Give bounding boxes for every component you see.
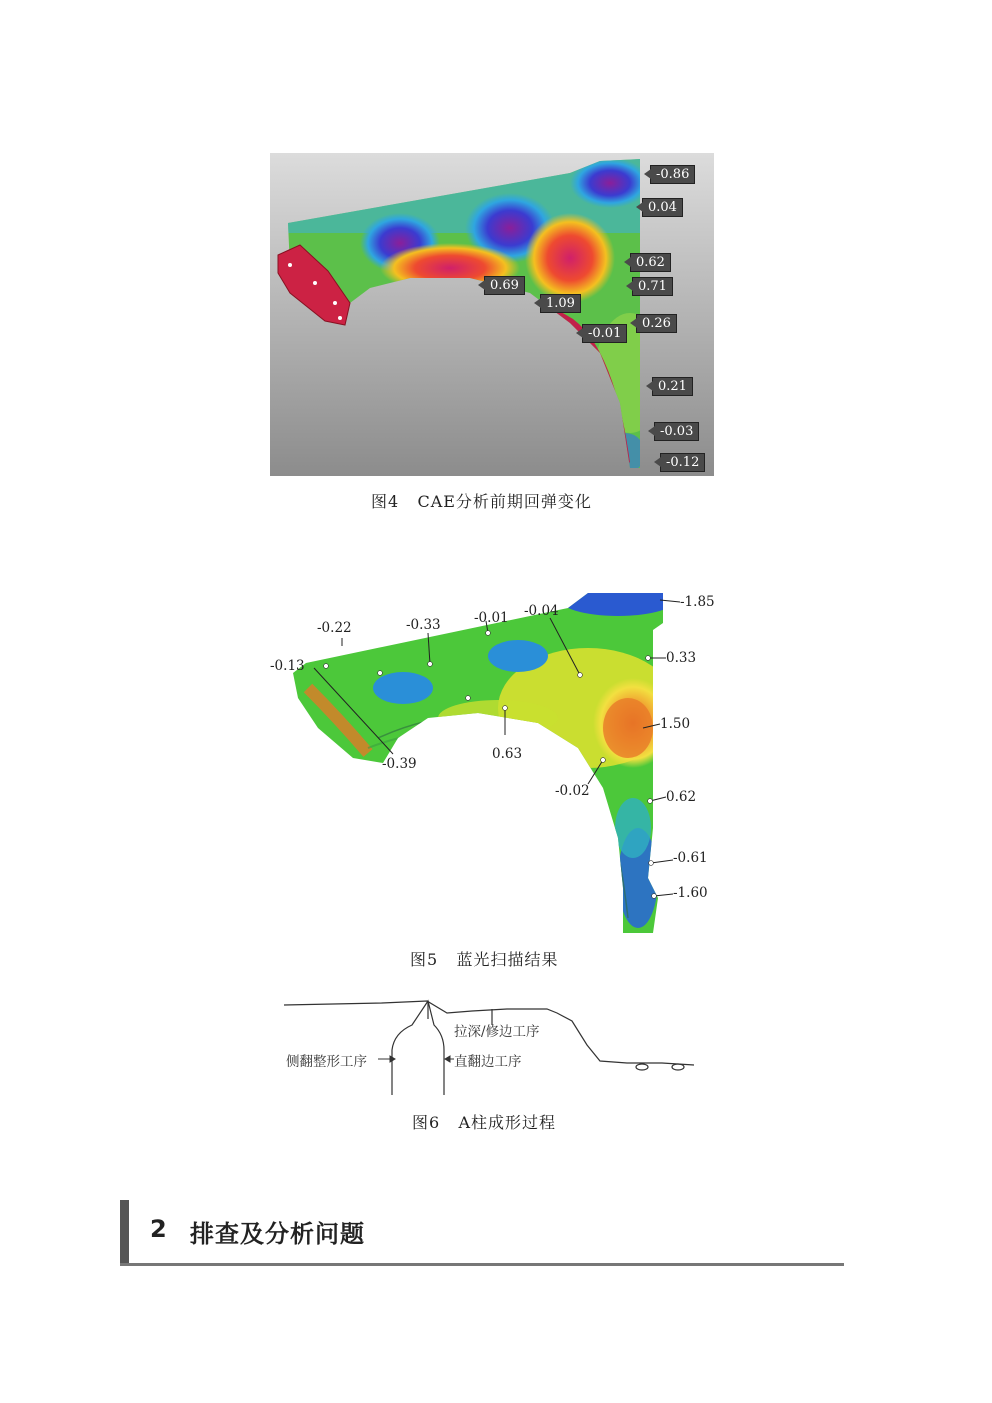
fig5-label: -0.13 bbox=[270, 658, 305, 674]
fig5-label: -1.85 bbox=[680, 594, 715, 610]
fig5-label: -0.02 bbox=[555, 783, 590, 799]
fig5-label: -0.01 bbox=[474, 610, 509, 626]
caption-text: A柱成形过程 bbox=[458, 1113, 557, 1132]
fig4-label: 0.71 bbox=[632, 277, 673, 296]
fig5-label: 0.62 bbox=[666, 789, 697, 805]
fig6-label-draw-trim: 拉深/修边工序 bbox=[454, 1024, 540, 1040]
figure-4-cae-springback bbox=[270, 153, 714, 476]
caption-number: 图5 bbox=[410, 950, 439, 969]
fig4-label: 0.21 bbox=[652, 377, 693, 396]
caption-text: CAE分析前期回弹变化 bbox=[417, 492, 592, 511]
fig5-label: -0.39 bbox=[382, 756, 417, 772]
section-underline bbox=[120, 1263, 844, 1266]
section-number: 2 bbox=[150, 1215, 167, 1243]
caption-number: 图6 bbox=[412, 1113, 441, 1132]
fig5-label: -0.04 bbox=[524, 603, 559, 619]
fig4-label: 0.69 bbox=[484, 276, 525, 295]
fig5-label: 1.50 bbox=[660, 716, 691, 732]
figure-5-blue-light-scan bbox=[268, 588, 728, 938]
figure-6-a-pillar-forming bbox=[282, 995, 702, 1105]
fig4-label: 0.26 bbox=[636, 314, 677, 333]
caption-number: 图4 bbox=[371, 492, 400, 511]
figure-6-caption bbox=[412, 1110, 556, 1133]
fig5-label: -0.61 bbox=[673, 850, 708, 866]
fig4-label: -0.86 bbox=[650, 165, 695, 184]
section-heading bbox=[120, 1200, 844, 1266]
fig5-label: -0.33 bbox=[406, 617, 441, 633]
fig6-label-straight-flange: 直翻边工序 bbox=[454, 1054, 522, 1070]
fig4-label: -0.01 bbox=[582, 324, 627, 343]
figure-5-image bbox=[268, 588, 728, 938]
fig4-label: 1.09 bbox=[540, 294, 581, 313]
fig4-label: 0.62 bbox=[630, 253, 671, 272]
fig4-label: -0.03 bbox=[654, 422, 699, 441]
figure-5-caption bbox=[410, 947, 558, 970]
fig4-label: -0.12 bbox=[660, 453, 705, 472]
fig5-label: -1.60 bbox=[673, 885, 708, 901]
section-accent-bar bbox=[120, 1200, 129, 1266]
fig5-label: 0.33 bbox=[666, 650, 697, 666]
fig5-label: -0.22 bbox=[317, 620, 352, 636]
fig5-label: 0.63 bbox=[492, 746, 523, 762]
fig4-label: 0.04 bbox=[642, 198, 683, 217]
caption-text: 蓝光扫描结果 bbox=[456, 950, 559, 969]
fig6-label-side-flange: 侧翻整形工序 bbox=[286, 1054, 367, 1070]
figure-4-caption bbox=[371, 489, 592, 512]
section-title: 排查及分析问题 bbox=[190, 1220, 365, 1248]
